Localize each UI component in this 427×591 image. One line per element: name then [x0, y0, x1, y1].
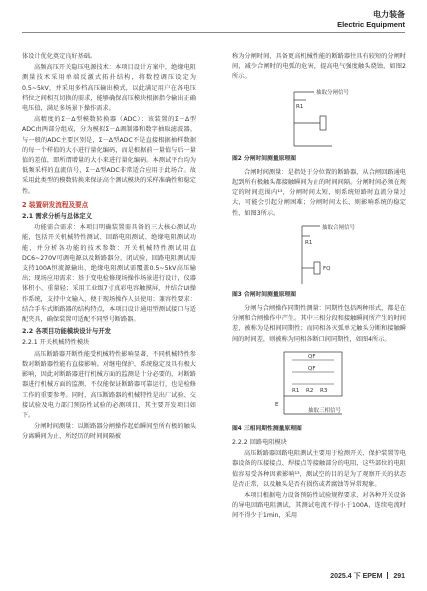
close-time-circuit-diagram	[232, 222, 406, 288]
paragraph: 称为分闸时间，具备更高机械性能的断路器往具有较短的分闸时间，减少合闸时的电弧的危害，提高电气强度触头烧蚀，如图2所示。	[232, 53, 406, 81]
fig4-signal-label: 抽取三相信号	[308, 407, 342, 414]
paragraph: 高频高压开关隐压电源技术：本项目设计方案中，绝缘电阻测量技术采用单端反激式拓扑结构，将数控调压设定为0.5~5kV，并采用多档高压输出模式，以此满足用户在各电压档位之间相互切换的需求，能够确保高压模块根据指令输出正确电压值，满足多场景下操作需求。	[22, 64, 196, 113]
figure-4	[232, 348, 406, 434]
paragraph: 功能需合需求：本项目明确装置需具备的三大核心测试功能，包括开关机械特性测试、回路电阻测试、绝缘电阻测试功能，并分析各功能的技术参数：开关机械特性测试用直DC6~270V可调电源以及断路器分、闭试验，回路电阻测试需支持100A恒流源输出，绝缘电阻测试需覆盖0.5~5kV高压输出；现场应用需求：基于变电检修现场操作场景进行设计，仪器体积小、重量轻；采用工业级7寸真彩电容触摸屏，并结合UI操作系统，支持中文输入，便于现场操作人员使用；兼容性要求：结合手车式断路器的结构特点，本项目设计通用型测试接口与适配夹具，确保装置可适配不同型号断路器。	[22, 224, 196, 324]
journal-name-cn: 电力装备	[373, 10, 405, 19]
trip-time-circuit-diagram	[232, 86, 406, 152]
subsection-heading: 2.2 各项目功能模块设计与开发	[22, 328, 111, 336]
figure-caption: 图4 三相同期性测量原理图	[232, 425, 302, 432]
issue-date: 2025.4 下	[330, 573, 361, 580]
paragraph: 合闸时间测量：是指处于分位置的断路器，从合闸回路通电起到所有极触头都接触瞬间为止的时间间隔。分闸时间必须在规定的时间范围内¹³，分闸时间太短，则系统短路时直流分量过大，可能会引起分闸困难；分闸时间太长，则影响系统的稳定性，如图3所示。	[232, 168, 406, 217]
journal-header	[337, 10, 405, 29]
journal-brand: EPEM	[362, 573, 383, 580]
fig3-signal-label: 抽取合闸信号	[322, 224, 356, 231]
fig4-r1-label: R1	[292, 387, 300, 394]
subsection-heading: 2.1 需求分析与总体定义	[22, 213, 93, 221]
page-footer	[330, 571, 405, 581]
journal-name-en: Electric Equipment	[337, 20, 405, 29]
paragraph: 分闸时间测量：以断路器分闸操作起始瞬间至所有极的触头分离瞬间为止，所经历的时间间隔被	[22, 423, 196, 441]
fig2-signal-label: 抽取分闸信号	[316, 89, 350, 96]
paragraph: 分闸与合闸操作同期性测量：同期性包括两种形式，都是在分闸和合闸操作中产生。其中三相分段和接触瞬间所产生的时间差，被称为是相间同期性；而同相各灭弧单元触头分断和接触瞬间的时间差，则被称为同相各断口间同期性，如图4所示。	[232, 305, 406, 343]
fig4-breaker-label-1: QF	[308, 353, 316, 360]
subsubsection-heading: 2.2.2 回路电阻模块	[232, 439, 287, 447]
header-divider	[22, 32, 405, 33]
synchronism-circuit-diagram	[232, 348, 406, 422]
fig4-breaker-label-2: QF	[308, 365, 316, 372]
left-column	[22, 52, 196, 444]
fig4-source-label: E	[275, 401, 279, 408]
fig3-coil-label: FQ	[323, 265, 331, 272]
paragraph: 本项目根据电力设备预防性试验规程要求，对各种开关设备的导电回路电阻测试，其测试电流不得小于100A，连续电流时间不得少于1min，采用	[232, 492, 406, 520]
fig4-r2-label: R2	[306, 387, 314, 394]
page-number: 291	[393, 573, 405, 580]
footer-separator	[387, 572, 388, 579]
figure-3	[232, 222, 406, 300]
paragraph: 高压断路器回路电阻测试主要用于检测开关、保护装置等电器设备的压接接点、焊接点等接触部分的电阻，这些部位的电阻值容易受各种因素影响¹³，测试空的目的是为了观察开关的状态是否正常，以及触头是否有损伤或者腐蚀等异常现象。	[232, 450, 406, 488]
figure-caption: 图2 分闸时间测量原理图	[232, 155, 297, 162]
paragraph: 高精度的Σ－Δ型模数转换器（ADC）：该装置的Σ－Δ型ADC由两部分组成，分为模拟Σ－Δ调制器和数字抽取滤波器。与一般的ADC主要区别是，Σ－Δ型ADC不是直接根据抽样数据的每一个样值的大小进行量化编码，而是根据前一量值与后一量值的差值，即所谓增量的大小来进行量化编码。本测试平台均为低频采样的直流信号，Σ－Δ型ADC非常适合应用于此场合。故采用此类型的模数转换来保证高个测试模块的采样准确性和稳定性。	[22, 116, 196, 195]
fig3-resistor-label: R1	[305, 239, 313, 246]
paragraph: 体设计优化奠定良好基础。	[22, 53, 97, 60]
figure-2	[232, 86, 406, 164]
fig4-r3-label: R3	[320, 387, 328, 394]
subsubsection-heading: 2.2.1 开关机械特性模块	[22, 339, 90, 347]
right-column	[232, 52, 406, 523]
figure-caption: 图3 合闸时间测量原理图	[232, 291, 297, 298]
section-heading: 2 装置研发流程及要点	[22, 200, 89, 209]
fig2-resistor-label: R1	[296, 103, 304, 110]
paragraph: 高压断路器开断性能受机械特性影响显著，不同机械特性参数对断路器性能有直接影响。对继电保护、系统稳定及具有极大影响，因此对断路器进行机械方面的监测是十分必要的，对断路器进行机械方面的监测，不仅能保证断路器可靠运行，也是检修工作的重要参考。同时，高压断路器的机械特性是出厂试验、交接试验及电力部门预防性试验的必测项目，其主要开发项目如下。	[22, 350, 196, 419]
